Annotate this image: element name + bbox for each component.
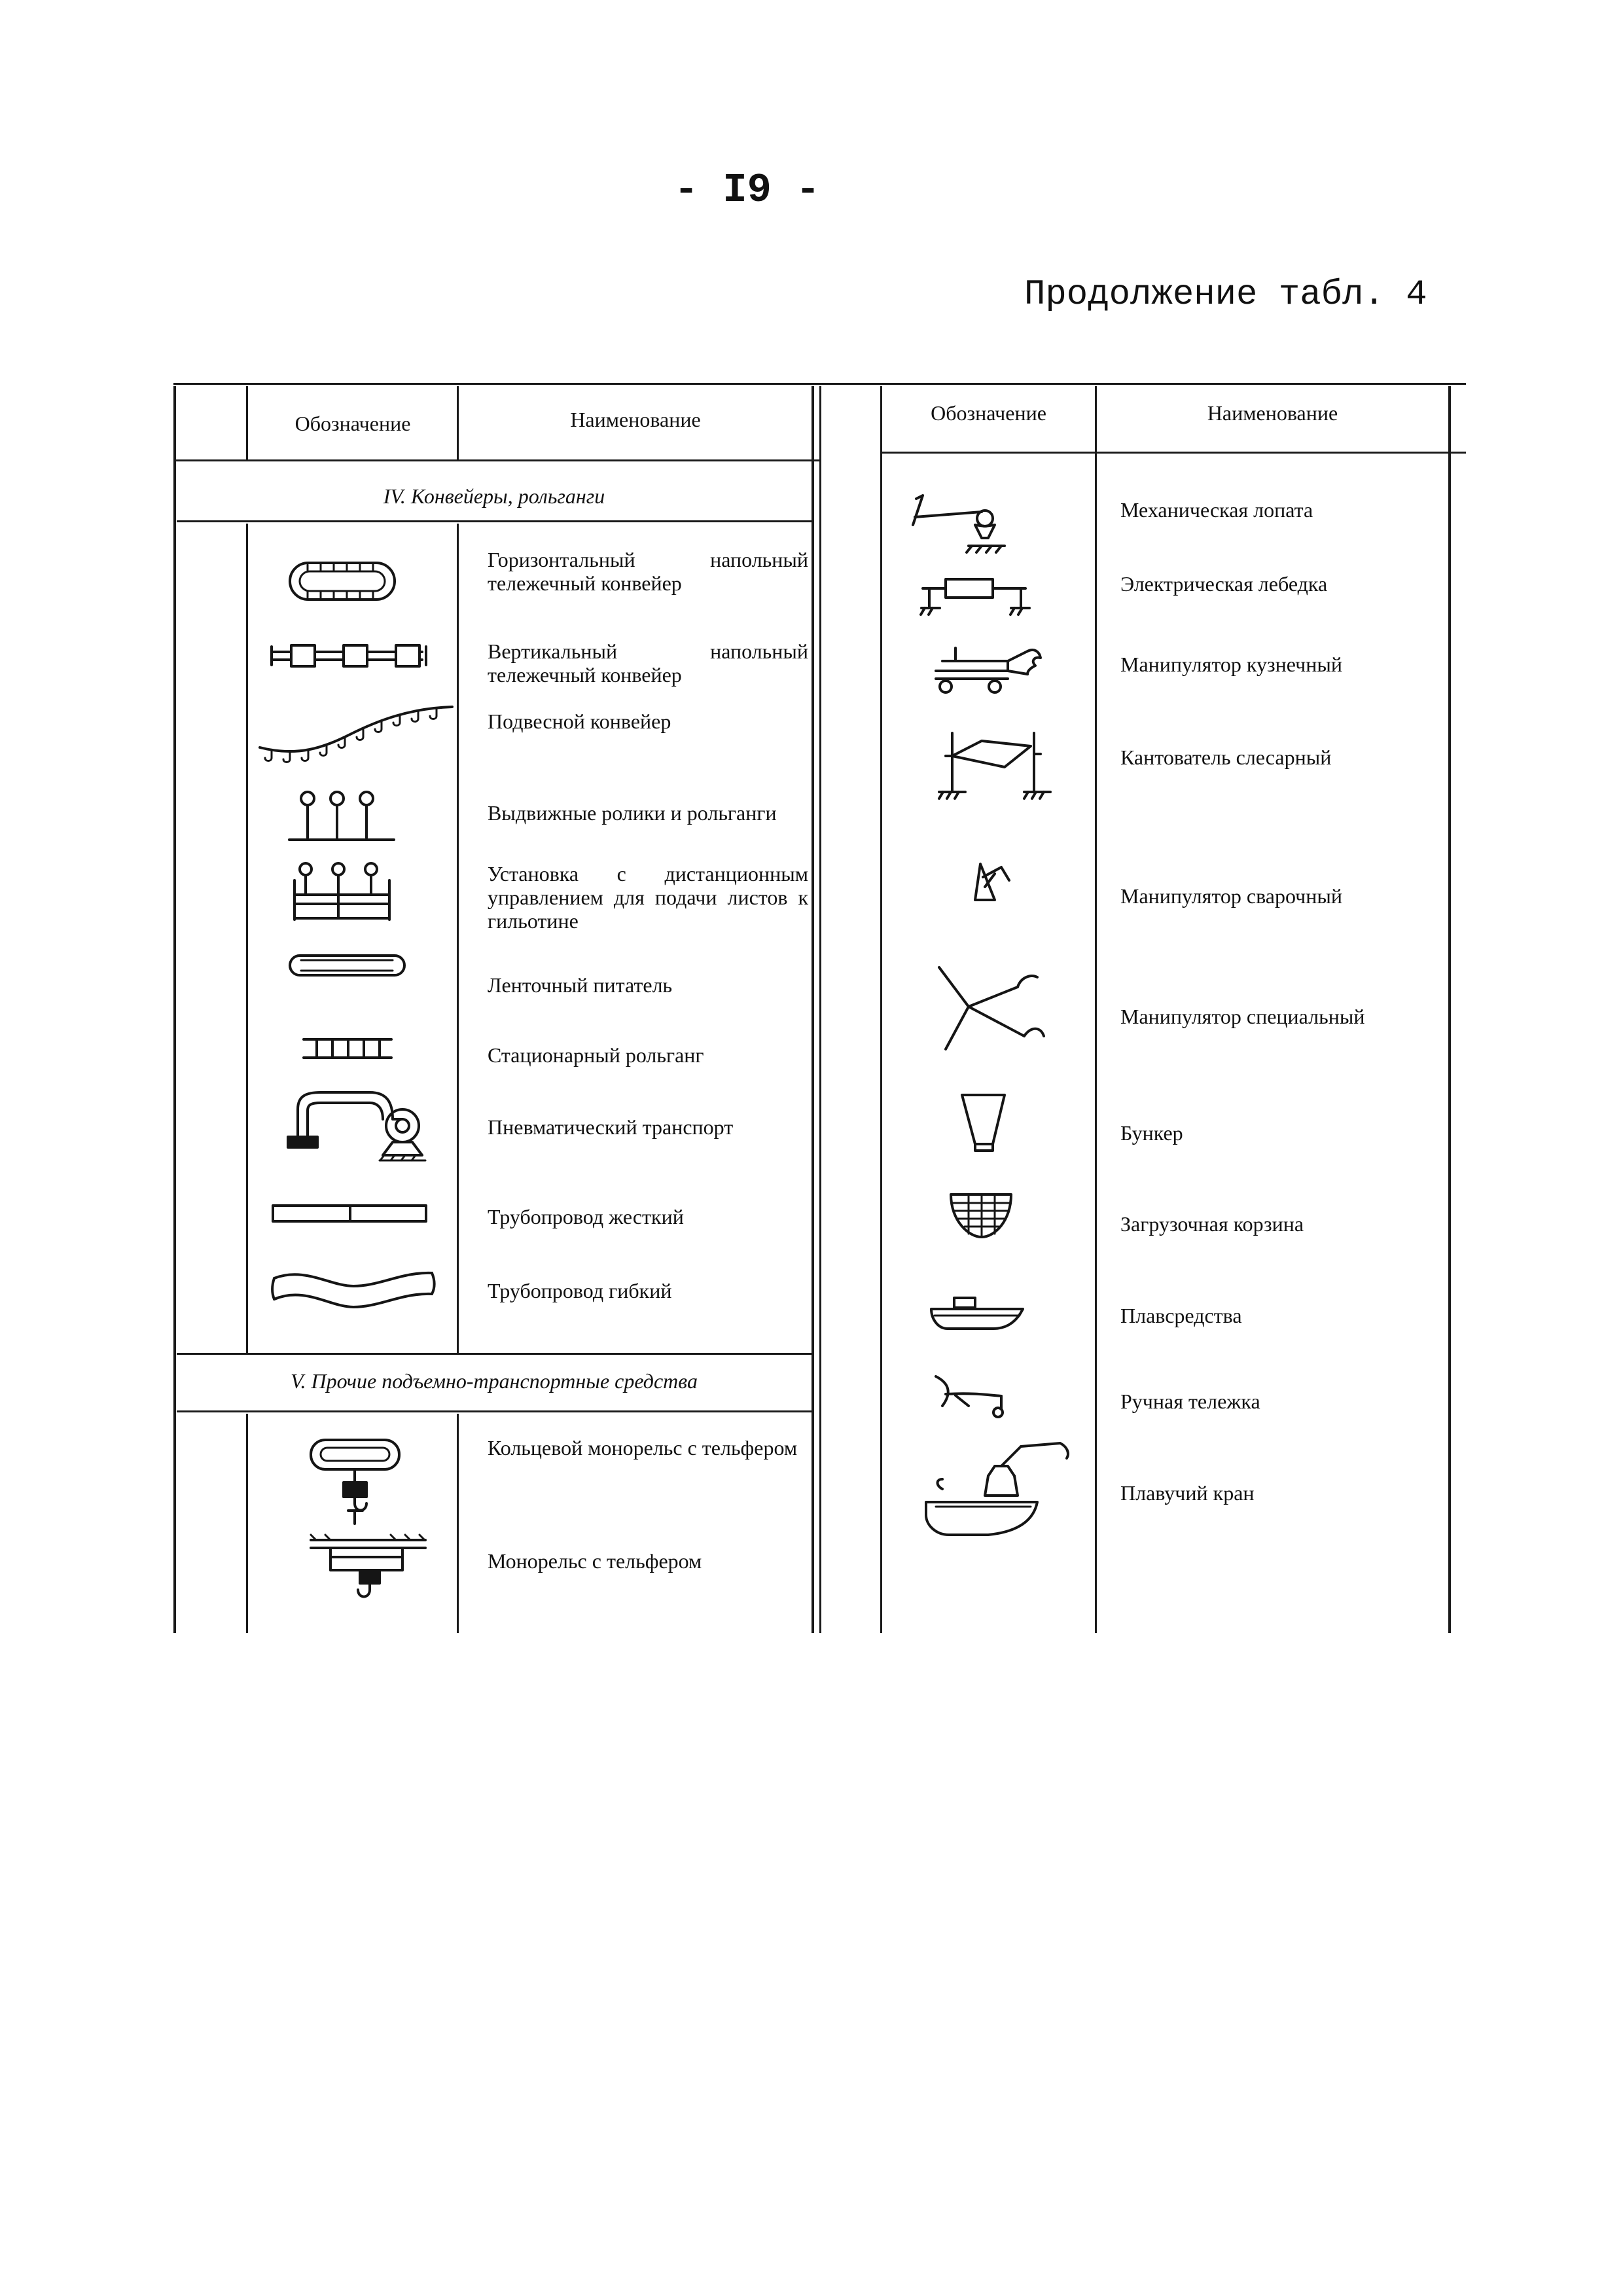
item-name: Кантователь слесарный: [1120, 745, 1332, 769]
locksmith-tilter-icon: [939, 726, 1057, 805]
section-v-top-rule: [177, 1353, 812, 1355]
header-right-symbol: Обозначение: [931, 401, 1046, 425]
item-name: Горизонтальный напольный тележечный конвейер: [488, 548, 808, 595]
bunker-icon: [959, 1092, 1011, 1157]
right-symbol-column-rule: [880, 386, 882, 1633]
item-name: Загрузочная корзина: [1120, 1212, 1304, 1236]
header-right-name: Наименование: [1207, 401, 1338, 425]
flexible-pipeline-icon: [272, 1266, 435, 1312]
item-name: Манипулятор сварочный: [1120, 884, 1342, 908]
item-name: Бункер: [1120, 1121, 1183, 1145]
item-name: Выдвижные ролики и рольганги: [488, 801, 777, 825]
header-left-symbol: Обозначение: [294, 412, 411, 435]
monorail-hoist-icon: [311, 1535, 429, 1604]
header-left-name: Наименование: [570, 408, 701, 431]
table-caption: Продолжение табл. 4: [1024, 275, 1427, 315]
item-name: Манипулятор кузнечный: [1120, 653, 1342, 676]
center-double-rule-b: [819, 386, 821, 1633]
left-symbol-column-rule-body: [246, 524, 248, 1353]
floating-crane-icon: [923, 1440, 1073, 1541]
item-name: Ленточный питатель: [488, 973, 673, 997]
left-name-column-rule-body: [457, 524, 459, 1353]
header-bottom-rule-right: [880, 452, 1466, 454]
item-name: Манипулятор специальный: [1120, 1005, 1365, 1028]
item-name: Кольцевой монорельс с тельфером: [488, 1436, 798, 1460]
retractable-rollers-icon: [288, 789, 399, 844]
stationary-roller-table-icon: [302, 1035, 394, 1060]
item-name: Электрическая лебедка: [1120, 572, 1328, 596]
electric-winch-icon: [919, 566, 1031, 619]
item-name: Стационарный рольганг: [488, 1043, 704, 1067]
hand-cart-icon: [929, 1373, 1008, 1426]
belt-feeder-icon: [288, 952, 409, 978]
center-double-rule-a: [812, 386, 814, 1633]
mechanical-shovel-icon: [910, 492, 1014, 554]
item-name: Трубопровод жесткий: [488, 1205, 684, 1229]
item-name: Ручная тележка: [1120, 1390, 1260, 1413]
left-symbol-column-rule-body-v: [246, 1414, 248, 1633]
forging-manipulator-icon: [929, 645, 1047, 697]
left-symbol-column-rule: [246, 386, 248, 459]
table-top-rule: [173, 383, 1466, 385]
item-name: Плавучий кран: [1120, 1481, 1255, 1505]
chain-conveyor-icon: [272, 643, 429, 669]
left-outer-border: [173, 386, 176, 1633]
left-name-column-rule: [457, 386, 459, 459]
watercraft-icon: [928, 1293, 1026, 1332]
right-name-column-rule: [1095, 386, 1097, 1633]
item-name: Вертикальный напольный тележечный конвейер: [488, 639, 808, 687]
item-name: Пневматический транспорт: [488, 1115, 734, 1139]
oval-conveyor-icon: [288, 560, 399, 605]
section-iv-title: IV. Конвейеры, рольганги: [383, 484, 605, 508]
item-name: Механическая лопата: [1120, 498, 1313, 522]
section-v-bottom-rule: [177, 1410, 812, 1412]
section-v-title: V. Прочие подъемно-транспортные средства: [291, 1369, 698, 1393]
overhead-conveyor-icon: [259, 695, 455, 767]
item-name: Подвесной конвейер: [488, 709, 671, 733]
special-manipulator-icon: [933, 961, 1050, 1066]
item-name: Установка с дистанционным управлением для подачи листов к гильотине: [488, 862, 808, 933]
ring-monorail-hoist-icon: [308, 1433, 406, 1532]
left-name-column-rule-body-v: [457, 1414, 459, 1633]
loading-basket-icon: [949, 1191, 1014, 1240]
pneumatic-transport-icon: [272, 1090, 429, 1165]
welding-manipulator-icon: [969, 854, 1014, 906]
remote-feed-unit-icon: [291, 861, 396, 923]
rigid-pipeline-icon: [272, 1203, 429, 1224]
page-number: - I9 -: [674, 167, 821, 213]
item-name: Плавсредства: [1120, 1304, 1242, 1327]
right-outer-border: [1448, 386, 1451, 1633]
section-iv-rule: [177, 520, 812, 522]
item-name: Монорельс с тельфером: [488, 1549, 702, 1573]
header-bottom-rule-left: [173, 459, 820, 461]
item-name: Трубопровод гибкий: [488, 1279, 672, 1302]
